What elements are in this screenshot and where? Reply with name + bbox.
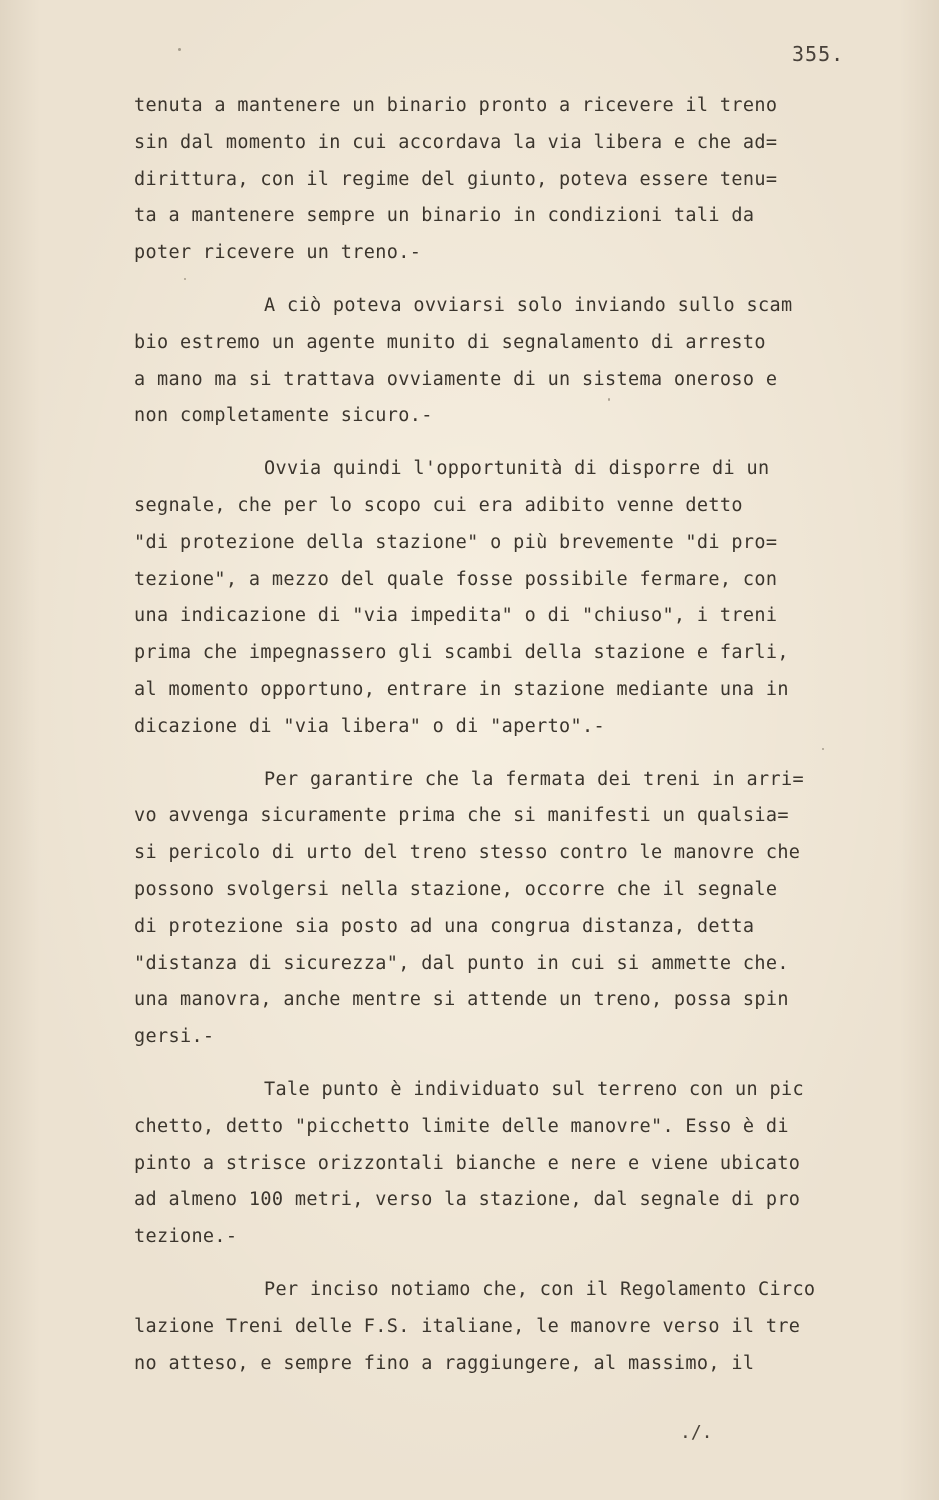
text-line: si pericolo di urto del treno stesso contro le manovre che	[134, 842, 801, 864]
text-line: pinto a strisce orizzontali bianche e nere e viene ubicato	[134, 1152, 801, 1174]
paper-speck	[608, 398, 610, 401]
text-line: sin dal momento in cui accordava la via libera e che ad=	[134, 131, 778, 153]
paper-speck	[178, 48, 181, 51]
text-line: lazione Treni delle F.S. italiane, le manovre verso il tre	[134, 1315, 801, 1337]
text-line: "distanza di sicurezza", dal punto in cui si ammette che.	[134, 952, 789, 974]
text-line: segnale, che per lo scopo cui era adibito venne detto	[134, 494, 743, 516]
text-line: bio estremo un agente munito di segnalamento di arresto	[134, 331, 766, 353]
paragraph-6	[134, 1272, 894, 1382]
text-line: prima che impegnassero gli scambi della stazione e farli,	[134, 642, 789, 664]
text-line-indented: Ovvia quindi l'opportunità di disporre di un	[264, 458, 770, 480]
text-line: dicazione di "via libera" o di "aperto".-	[134, 715, 606, 737]
paper-speck	[184, 278, 186, 280]
paragraph-2	[134, 288, 894, 435]
text-line: ta a mantenere sempre un binario in condizioni tali da	[134, 205, 755, 227]
text-line: tezione", a mezzo del quale fosse possibile fermare, con	[134, 568, 778, 590]
text-line: no atteso, e sempre fino a raggiungere, al massimo, il	[134, 1352, 755, 1374]
paragraph-3	[134, 451, 894, 745]
text-line: vo avvenga sicuramente prima che si manifesti un qualsia=	[134, 805, 789, 827]
text-line: una indicazione di "via impedita" o di "chiuso", i treni	[134, 605, 778, 627]
text-line-indented: A ciò poteva ovviarsi solo inviando sullo scam	[264, 294, 793, 316]
text-line: ad almeno 100 metri, verso la stazione, dal segnale di pro	[134, 1189, 801, 1211]
text-line: gersi.-	[134, 1026, 215, 1048]
page-number: 355.	[792, 42, 845, 66]
page-body	[134, 88, 894, 1398]
text-line-indented: Per garantire che la fermata dei treni in arri=	[264, 768, 804, 790]
text-line: possono svolgersi nella stazione, occorre che il segnale	[134, 878, 778, 900]
text-line: a mano ma si trattava ovviamente di un sistema oneroso e	[134, 368, 778, 390]
text-line: non completamente sicuro.-	[134, 405, 433, 427]
text-line: al momento opportuno, entrare in stazione mediante una in	[134, 678, 789, 700]
text-line: dirittura, con il regime del giunto, poteva essere tenu=	[134, 168, 778, 190]
text-line: tenuta a mantenere un binario pronto a ricevere il treno	[134, 95, 778, 116]
text-line: "di protezione della stazione" o più brevemente "di pro=	[134, 531, 778, 553]
paper-speck	[822, 748, 824, 750]
text-line-indented: Per inciso notiamo che, con il Regolamento Circo	[264, 1278, 816, 1300]
text-line-indented: Tale punto è individuato sul terreno con un pic	[264, 1078, 804, 1100]
text-line: poter ricevere un treno.-	[134, 242, 422, 264]
paragraph-5	[134, 1072, 894, 1256]
text-line: tezione.-	[134, 1226, 238, 1248]
paragraph-1	[134, 88, 894, 272]
text-line: di protezione sia posto ad una congrua distanza, detta	[134, 915, 755, 937]
text-line: chetto, detto "picchetto limite delle manovre". Esso è di	[134, 1115, 789, 1137]
continuation-mark: ./.	[680, 1422, 713, 1443]
paragraph-4	[134, 762, 894, 1056]
text-line: una manovra, anche mentre si attende un treno, possa spin	[134, 989, 789, 1011]
